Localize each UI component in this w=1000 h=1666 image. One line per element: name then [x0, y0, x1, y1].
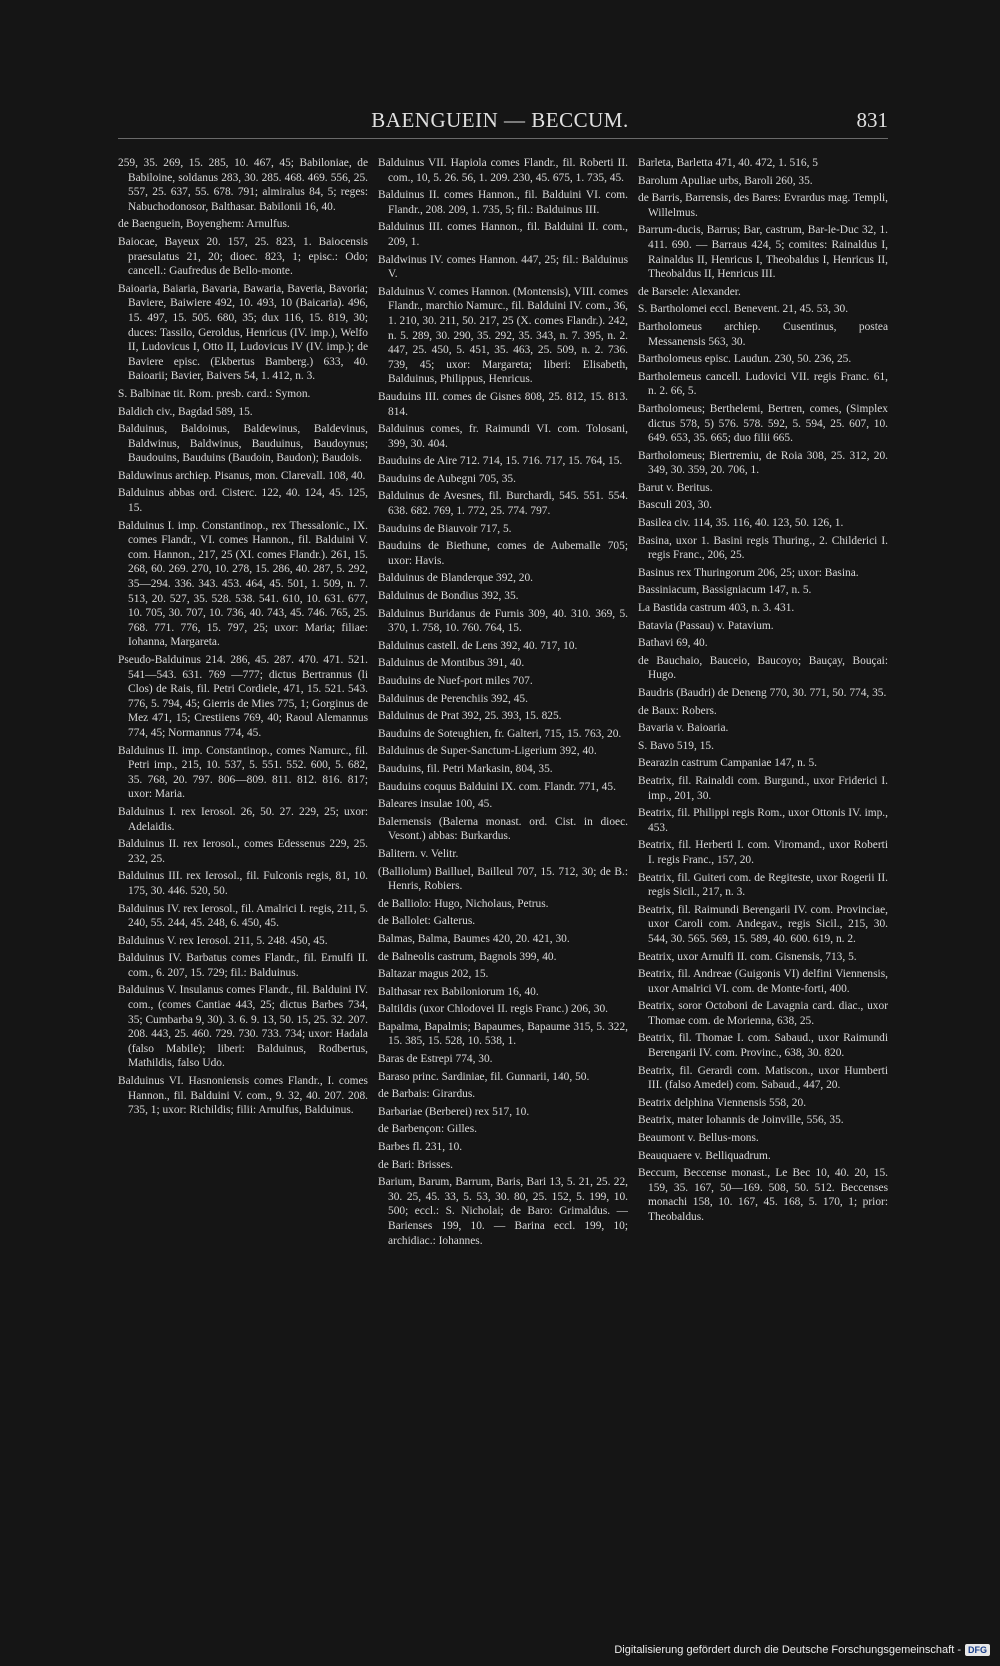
index-entry: Bauduins de Biethune, comes de Aubemalle 705; uxor: Havis.	[378, 540, 628, 567]
index-entry: Barrum-ducis, Barrus; Bar, castrum, Bar-le-Duc 32, 1. 411. 690. — Barraus 424, 5; comites: Rainaldus I, Rainaldus II, Henricus I, Theobaldus I, Henricus II, Theobaldus II, Henricus III.	[638, 224, 888, 281]
index-entry: Bassiniacum, Bassigniacum 147, n. 5.	[638, 584, 812, 597]
index-entry: Beatrix, fil. Thomae I. com. Sabaud., uxor Raimundi Berengarii IV. com. Provinc., 638, 30. 820.	[638, 1032, 888, 1060]
index-entry: de Balneolis castrum, Bagnols 399, 40.	[378, 950, 557, 963]
index-entry: Bapalma, Bapalmis; Bapaumes, Bapaume 315, 5. 322, 15. 385, 15. 528, 10. 538, 1.	[378, 1020, 628, 1048]
index-entry: de Bari: Brisses.	[378, 1158, 453, 1171]
index-entry: Beatrix, uxor Arnulfi II. com. Gisnensis, 713, 5.	[638, 950, 857, 963]
index-entry: Barbariae (Berberei) rex 517, 10.	[378, 1105, 530, 1118]
index-entry: Baldich civ., Bagdad 589, 15.	[118, 405, 253, 418]
index-columns	[118, 156, 888, 1536]
index-entry: Bauduins de Nuef-port miles 707.	[378, 675, 533, 687]
index-entry: de Balliolo: Hugo, Nicholaus, Petrus.	[378, 897, 549, 910]
index-entry: Bartholomeus archiep. Cusentinus, postea Messanensis 563, 30.	[638, 320, 888, 348]
index-entry: Basilea civ. 114, 35. 116, 40. 123, 50. 126, 1.	[638, 517, 844, 530]
index-entry: (Balliolum) Bailluel, Bailleul 707, 15. 712, 30; de B.: Henris, Robiers.	[378, 865, 628, 893]
index-entry: Balduinus de Blanderque 392, 20.	[378, 572, 534, 585]
index-entry: Bauduins III. comes de Gisnes 808, 25. 812, 15. 813. 814.	[378, 390, 628, 418]
index-entry: Beccum, Beccense monast., Le Bec 10, 40. 20, 15. 159, 35. 167, 50—169. 508, 50. 512. Beccenses monachi 158, 10. 167, 45. 168, 5. 170, 1; prior: Theobaldus.	[638, 1167, 888, 1223]
index-entry: Balduinus, Baldoinus, Baldewinus, Baldevinus, Baldwinus, Baldwinus, Bauduinus, Baudoynus; Baudouins, Bauduins (Baudoin, Baudon); Baudois.	[118, 423, 368, 465]
index-entry: Bauduins de Aubegni 705, 35.	[378, 472, 516, 485]
index-entry: Pseudo-Balduinus 214. 286, 45. 287. 470. 471. 521. 541—543. 631. 769 —777; dictus Bertrannus (li Clos) de Rais, fil. Petri Cordiele, 471, 15. 521. 543. 776, 5. 794, 45; Gierris de Mies 775, 1; Gorginus de Mez 471, 15; Crestiiens 769, 40; Raoul Alemannus 774, 45; Normannus 774, 45.	[118, 654, 368, 739]
index-entry: Bauduins de Soteughien, fr. Galteri, 715, 15. 763, 20.	[378, 727, 622, 740]
index-entry: Beatrix, fil. Raimundi Berengarii IV. com. Provinciae, uxor Caroli com. Andegav., regis Sicil., 215, 30. 544, 30. 565. 569, 15. 589, 40. 600. 619, n. 2.	[638, 903, 888, 945]
index-entry: S. Balbinae tit. Rom. presb. card.: Symon.	[118, 387, 311, 400]
index-entry: Baleares insulae 100, 45.	[378, 798, 493, 811]
index-entry: Bartholemeus cancell. Ludovici VII. regis Franc. 61, n. 2. 66, 5.	[638, 370, 888, 398]
index-entry: Balduinus de Perenchiis 392, 45.	[378, 692, 528, 705]
index-entry: Balduinus V. Insulanus comes Flandr., fil. Balduini IV. com., (comes Cantiae 443, 25; dictus Barbes 734, 35; Cumbarba 9, 30). 3. 6. 9. 13, 50. 15, 25. 32. 207. 208. 443, 25. 460. 729. 730. 733. 734; uxor: Hadala (falso Mabile); liberi: Balduinus, Rodbertus, Mathildis, falso Udo.	[118, 984, 368, 1070]
index-entry: Balduinus I. imp. Constantinop., rex Thessalonic., IX. comes Flandr., VI. comes Hannon., fil. Balduini V. com. Hannon., 217, 25 (XI. comes Flandr.). 261, 15. 268, 60. 269. 270, 10. 278, 15. 286, 40. 287, 5. 292, 35—294. 336. 343. 453. 464, 45. 501, 1. 509, n. 7. 513, 20. 527, 35. 528. 538. 541. 610, 10. 631. 677, 10. 705, 30. 707, 10. 736, 40. 743, 45. 746. 765, 25. 768. 771. 776, 15. 797, 25; uxor: Maria; filiae: Iohanna, Margareta.	[118, 519, 368, 649]
index-entry: Barleta, Barletta 471, 40. 472, 1. 516, 5	[638, 157, 818, 169]
index-entry: Bavaria v. Baioaria.	[638, 722, 729, 735]
index-entry: Bearazin castrum Campaniae 147, n. 5.	[638, 757, 818, 770]
index-entry: Baras de Estrepi 774, 30.	[378, 1053, 493, 1066]
index-entry: de Baenguein, Boyenghem: Arnulfus.	[118, 218, 290, 231]
index-entry: Balduinus de Bondius 392, 35.	[378, 590, 519, 603]
index-entry: Balduinus de Montibus 391, 40.	[378, 657, 525, 670]
column-left	[118, 156, 368, 1536]
index-entry: Bauduins de Biauvoir 717, 5.	[378, 522, 512, 535]
index-entry: Baudris (Baudri) de Deneng 770, 30. 771, 50. 774, 35.	[638, 687, 887, 699]
index-entry: Balduinus IV. rex Ierosol., fil. Amalrici I. regis, 211, 5. 240, 55. 244, 45. 248, 6. 450, 45.	[118, 902, 368, 930]
index-entry: Balduinus V. comes Hannon. (Montensis), VIII. comes Flandr., marchio Namurc., fil. Balduini IV. com., 36, 1. 210, 30. 211, 50. 217, 25 (X. comes Flandr.). 242, n. 5. 289, 30. 290, 35. 292, 35. 343, n. 7. 395, n. 2. 447, 25. 450, 5. 451, 35. 463, 25. 509, n. 2. 736. 739, 45; uxor: Margareta; liberi: Elisabeth, Balduinus, Philippus, Henricus.	[378, 285, 628, 386]
index-entry: Balmas, Balma, Baumes 420, 20. 421, 30.	[378, 932, 570, 945]
index-entry: Barbes fl. 231, 10.	[378, 1141, 463, 1154]
index-entry: Balduinus I. rex Ierosol. 26, 50. 27. 229, 25; uxor: Adelaidis.	[118, 805, 368, 833]
index-entry: Baioaria, Baiaria, Bavaria, Bawaria, Baveria, Bavoria; Baviere, Baiwiere 492, 10. 493, 10 (Baicaria). 496, 15. 497, 15. 505. 680, 35; dux 116, 15. 819, 30; duces: Tassilo, Geroldus, Henricus (IV. imp.), Welfo II, Ludovicus I, Otto II, Ludovicus IV (IV. imp.); de Baviere episc. (Ekbertus Bamberg.) 633, 40. Baioarii; Bavier, Baivers 54, 1. 412, n. 3.	[118, 282, 368, 383]
index-entry: Beaumont v. Bellus-mons.	[638, 1132, 759, 1145]
index-entry: Baraso princ. Sardiniae, fil. Gunnarii, 140, 50.	[378, 1070, 590, 1083]
index-entry: de Barbais: Girardus.	[378, 1088, 476, 1101]
index-entry: Bauduins coquus Balduini IX. com. Flandr. 771, 45.	[378, 780, 616, 793]
index-entry: Balduinus castell. de Lens 392, 40. 717, 10.	[378, 639, 578, 652]
index-entry: de Bauchaio, Bauceio, Baucoyo; Bauçay, Bouçai: Hugo.	[638, 654, 888, 682]
running-title: BAENGUEIN — BECCUM.	[371, 108, 629, 132]
index-entry: Bauduins de Aire 712. 714, 15. 716. 717, 15. 764, 15.	[378, 455, 623, 468]
index-entry: Basinus rex Thuringorum 206, 25; uxor: Basina.	[638, 566, 859, 579]
index-entry: Batavia (Passau) v. Patavium.	[638, 619, 774, 632]
index-entry: Balduinus de Super-Sanctum-Ligerium 392, 40.	[378, 745, 597, 758]
index-entry: de Barris, Barrensis, des Bares: Evrardus mag. Templi, Willelmus.	[638, 192, 888, 219]
index-entry: S. Bavo 519, 15.	[638, 739, 714, 752]
index-entry: Baltildis (uxor Chlodovei II. regis Franc.) 206, 30.	[378, 1003, 608, 1016]
index-entry: Balernensis (Balerna monast. ord. Cist. in dioec. Vesont.) abbas: Burkardus.	[378, 815, 628, 843]
index-entry: de Barbençon: Gilles.	[378, 1123, 478, 1136]
index-entry: Beatrix delphina Viennensis 558, 20.	[638, 1096, 807, 1109]
index-entry: de Baux: Robers.	[638, 704, 717, 717]
header-rule	[118, 138, 888, 139]
index-entry: Beatrix, fil. Herberti I. com. Viromand., uxor Roberti I. regis Franc., 157, 20.	[638, 839, 888, 866]
index-entry: Barolum Apuliae urbs, Baroli 260, 35.	[638, 174, 813, 187]
column-right	[638, 156, 888, 1536]
index-entry: Balduinus III. comes Hannon., fil. Balduini II. com., 209, 1.	[378, 221, 628, 248]
dfg-logo: DFG	[965, 1644, 990, 1656]
index-entry: Basculi 203, 30.	[638, 499, 713, 512]
index-entry: Bauduins, fil. Petri Markasin, 804, 35.	[378, 762, 553, 775]
index-entry: Balduinus de Avesnes, fil. Burchardi, 545. 551. 554. 638. 682. 769, 1. 772, 25. 774. 797.	[378, 490, 628, 518]
index-entry: Bartholomeus; Biertremiu, de Roia 308, 25. 312, 20. 349, 30. 359, 20. 706, 1.	[638, 449, 888, 477]
index-entry: Bartholomeus; Berthelemi, Bertren, comes, (Simplex dictus 578, 5) 576. 578. 592, 5. 594, 25. 607, 10. 649. 653, 35. 665; duo filii 665.	[638, 402, 888, 445]
index-entry: de Barsele: Alexander.	[638, 285, 741, 298]
index-entry: Balthasar rex Babiloniorum 16, 40.	[378, 985, 539, 998]
index-entry: de Ballolet: Galterus.	[378, 915, 476, 928]
index-entry: S. Bartholomei eccl. Benevent. 21, 45. 53, 30.	[638, 303, 849, 316]
index-entry: Balitern. v. Velitr.	[378, 847, 459, 860]
index-entry: La Bastida castrum 403, n. 3. 431.	[638, 602, 795, 615]
index-entry: Balduinus abbas ord. Cisterc. 122, 40. 124, 45. 125, 15.	[118, 487, 368, 515]
column-middle	[378, 156, 628, 1536]
index-entry: Balduinus II. comes Hannon., fil. Balduini VI. com. Flandr., 208. 209, 1. 735, 5; fil.: Balduinus III.	[378, 189, 628, 216]
index-entry: Baldwinus IV. comes Hannon. 447, 25; fil.: Balduinus V.	[378, 253, 628, 281]
footer-credit	[614, 1644, 990, 1656]
index-entry: Beatrix, fil. Andreae (Guigonis VI) delfini Viennensis, uxor Amalrici VI. com. de Monte-forti, 400.	[638, 968, 888, 995]
page-number: 831	[856, 108, 888, 132]
index-entry: Beatrix, fil. Guiteri com. de Regiteste, uxor Rogerii II. regis Sicil., 217, n. 3.	[638, 871, 888, 899]
index-entry: Balduinus VI. Hasnoniensis comes Flandr., I. comes Hannon., fil. Balduini V. com., 9. 32, 40. 207. 208. 735, 1; uxor: Richildis; filii: Arnulfus, Balduinus.	[118, 1075, 368, 1117]
index-entry: Baiocae, Bayeux 20. 157, 25. 823, 1. Baiocensis praesulatus 21, 20; dioec. 823, 1; episc.: Odo; cancell.: Gaufredus de Bello-monte.	[118, 235, 368, 278]
index-entry: Balduwinus archiep. Pisanus, mon. Clarevall. 108, 40.	[118, 469, 366, 482]
index-entry: Balduinus III. rex Ierosol., fil. Fulconis regis, 81, 10. 175, 30. 446. 520, 50.	[118, 870, 368, 897]
footer-text: Digitalisierung gefördert durch die Deutsche Forschungsgemeinschaft -	[614, 1644, 961, 1656]
index-entry: Basina, uxor 1. Basini regis Thuring., 2. Childerici I. regis Franc., 206, 25.	[638, 534, 888, 562]
page-header	[0, 108, 1000, 142]
index-entry: Balduinus II. imp. Constantinop., comes Namurc., fil. Petri imp., 215, 10. 537, 5. 551. 552. 600, 5. 682, 35. 768, 20. 797. 806—809. 811. 812. 816. 817; uxor: Maria.	[118, 744, 368, 801]
index-entry: Baltazar magus 202, 15.	[378, 968, 489, 981]
index-entry: Bathavi 69, 40.	[638, 637, 708, 650]
index-entry: Balduinus comes, fr. Raimundi VI. com. Tolosani, 399, 30. 404.	[378, 423, 628, 450]
index-entry: Beatrix, fil. Rainaldi com. Burgund., uxor Friderici I. imp., 201, 30.	[638, 774, 888, 802]
index-entry: Barium, Barum, Barrum, Baris, Bari 13, 5. 21, 25. 22, 30. 25, 45. 33, 5. 53, 30. 80, 25. 152, 5. 199, 10. 500; eccl.: S. Nicholai; de Baro: Grimaldus. — Barienses 199, 10. — Barina eccl. 199, 10; archidiac.: Iohannes.	[378, 1176, 628, 1247]
index-entry: Beatrix, fil. Gerardi com. Matiscon., uxor Humberti III. (falso Amedei) com. Sabaud., 447, 20.	[638, 1064, 888, 1092]
index-entry: Bartholomeus episc. Laudun. 230, 50. 236, 25.	[638, 353, 852, 366]
index-entry: Beatrix, mater Iohannis de Joinville, 556, 35.	[638, 1114, 844, 1127]
index-entry: Balduinus VII. Hapiola comes Flandr., fil. Roberti II. com., 10, 5. 26. 56, 1. 209. 230, 45. 675, 1. 735, 45.	[378, 157, 628, 184]
index-entry: Balduinus Buridanus de Furnis 309, 40. 310. 369, 5. 370, 1. 758, 10. 760. 764, 15.	[378, 607, 628, 635]
index-entry: Balduinus V. rex Ierosol. 211, 5. 248. 450, 45.	[118, 934, 328, 947]
index-entry: Beauquaere v. Belliquadrum.	[638, 1149, 771, 1162]
index-entry: Beatrix, fil. Philippi regis Rom., uxor Ottonis IV. imp., 453.	[638, 807, 888, 834]
index-entry: 259, 35. 269, 15. 285, 10. 467, 45; Babiloniae, de Babiloine, soldanus 283, 30. 285. 468. 469. 556, 25. 557, 25. 637, 55. 678. 791; almiralus 84, 5; reges: Nabuchodonosor, Balthasar. Babilonii 16, 40.	[118, 157, 368, 213]
index-entry: Balduinus de Prat 392, 25. 393, 15. 825.	[378, 710, 562, 723]
index-entry: Beatrix, soror Octoboni de Lavagnia card. diac., uxor Thomae com. de Morienna, 638, 25.	[638, 1000, 888, 1027]
index-entry: Barut v. Beritus.	[638, 481, 713, 494]
index-entry: Balduinus II. rex Ierosol., comes Edessenus 229, 25. 232, 25.	[118, 838, 368, 865]
index-entry: Balduinus IV. Barbatus comes Flandr., fil. Ernulfi II. com., 6. 207, 15. 729; fil.: Balduinus.	[118, 952, 368, 979]
